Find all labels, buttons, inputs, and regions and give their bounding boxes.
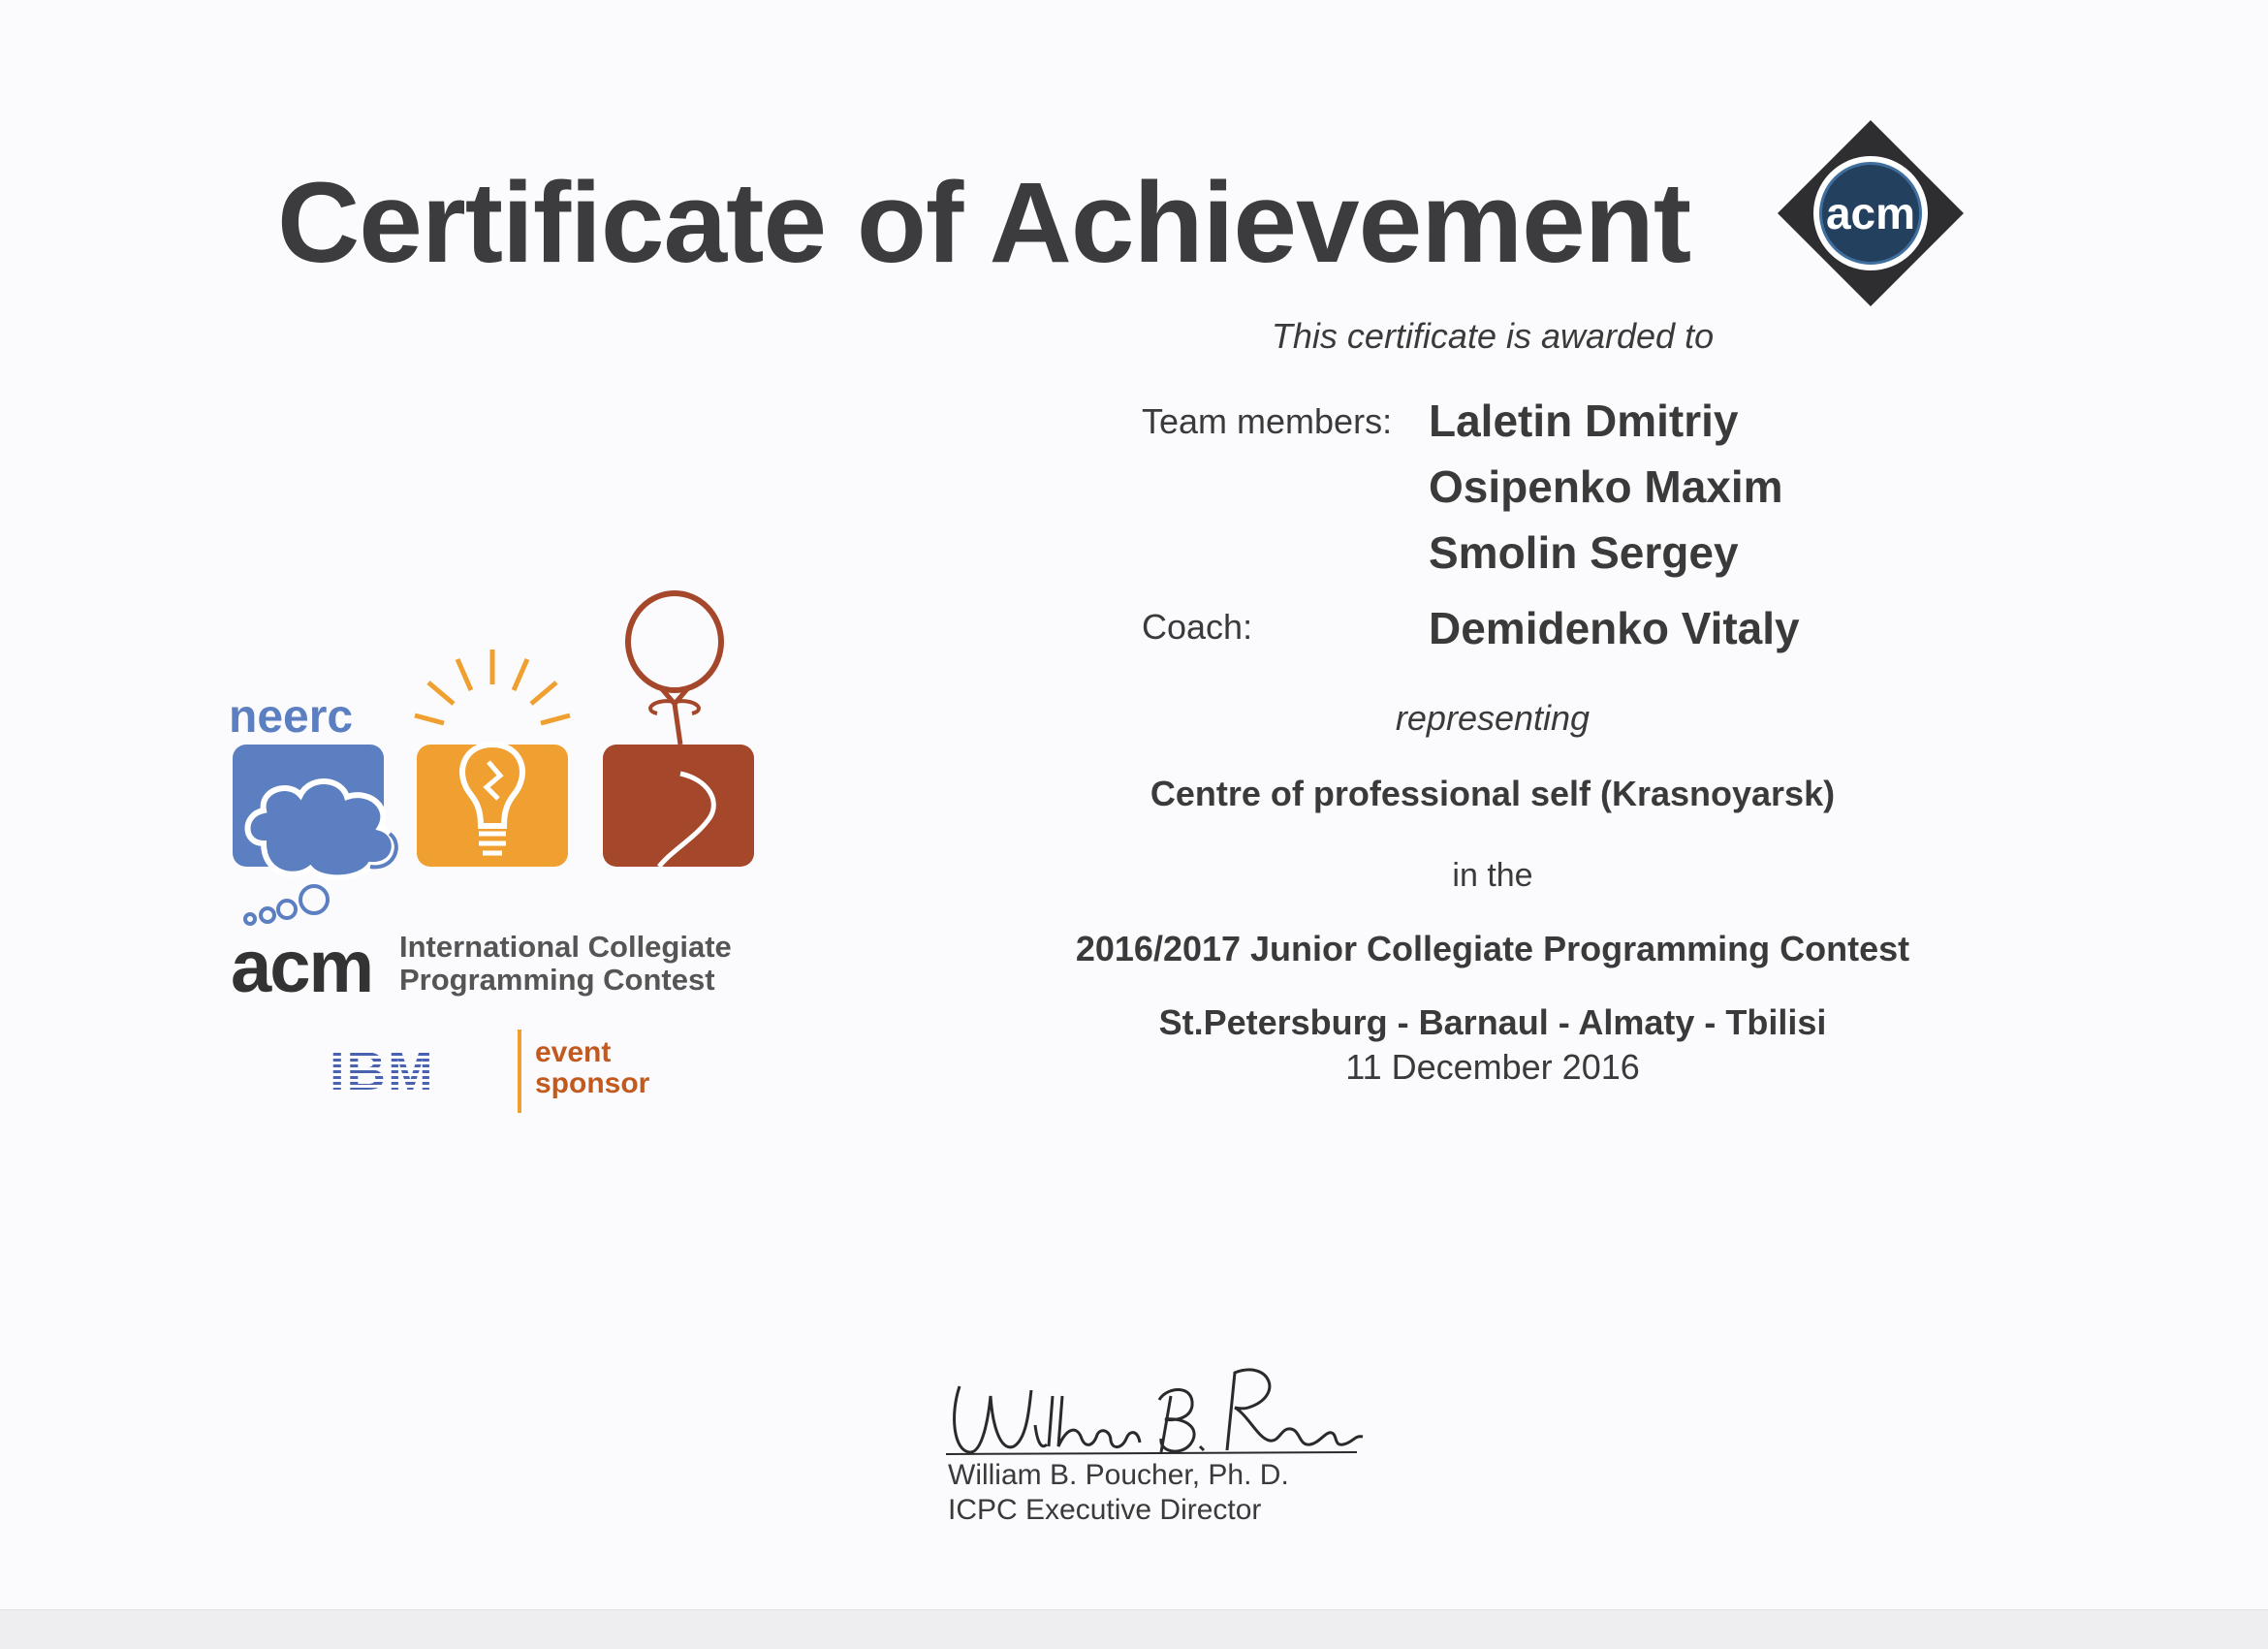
acm-badge-logo (1774, 116, 1968, 310)
contest-cities: St.Petersburg - Barnaul - Almaty - Tbilisi (1158, 1002, 1827, 1042)
team-member-name: Smolin Sergey (1429, 527, 1739, 578)
page-bottom-edge (0, 1609, 2268, 1649)
coach-label: Coach: (1142, 607, 1253, 647)
ibm-logo-text: IBM (330, 1041, 435, 1099)
team-member-name: Osipenko Maxim (1429, 461, 1783, 512)
contest-date: 11 December 2016 (1345, 1047, 1640, 1087)
signatory-name: William B. Poucher, Ph. D. (948, 1459, 1289, 1491)
event-sponsor-line1: event (535, 1036, 612, 1068)
certificate-title: Certificate of Achievement (277, 159, 1691, 287)
lightbulb-icon (415, 650, 570, 867)
contest-name: 2016/2017 Junior Collegiate Programming Contest (1075, 929, 1910, 968)
awarded-to-text: This certificate is awarded to (1271, 316, 1715, 356)
balloon-icon (603, 593, 754, 867)
signatory-title: ICPC Executive Director (948, 1494, 1262, 1526)
icpc-title-line1: International Collegiate (399, 930, 732, 964)
event-sponsor-line2: sponsor (535, 1067, 650, 1099)
handwritten-signature (940, 1357, 1367, 1464)
ibm-logo (330, 1041, 475, 1099)
icpc-title-line2: Programming Contest (399, 963, 715, 997)
sponsor-divider (518, 1030, 521, 1113)
cloud-icon (233, 745, 396, 924)
team-members-label: Team members: (1142, 401, 1393, 441)
in-the-text: in the (1452, 857, 1533, 894)
organization-name: Centre of professional self (Krasnoyarsk) (1150, 774, 1836, 813)
representing-text: representing (1395, 698, 1591, 738)
icpc-logo-icons (225, 589, 768, 929)
acm-wordmark: acm (231, 926, 373, 1008)
team-member-name: Laletin Dmitriy (1429, 396, 1739, 446)
acm-badge-text: acm (1825, 188, 1916, 238)
neerc-label: neerc (229, 691, 354, 743)
coach-name: Demidenko Vitaly (1429, 603, 1800, 653)
